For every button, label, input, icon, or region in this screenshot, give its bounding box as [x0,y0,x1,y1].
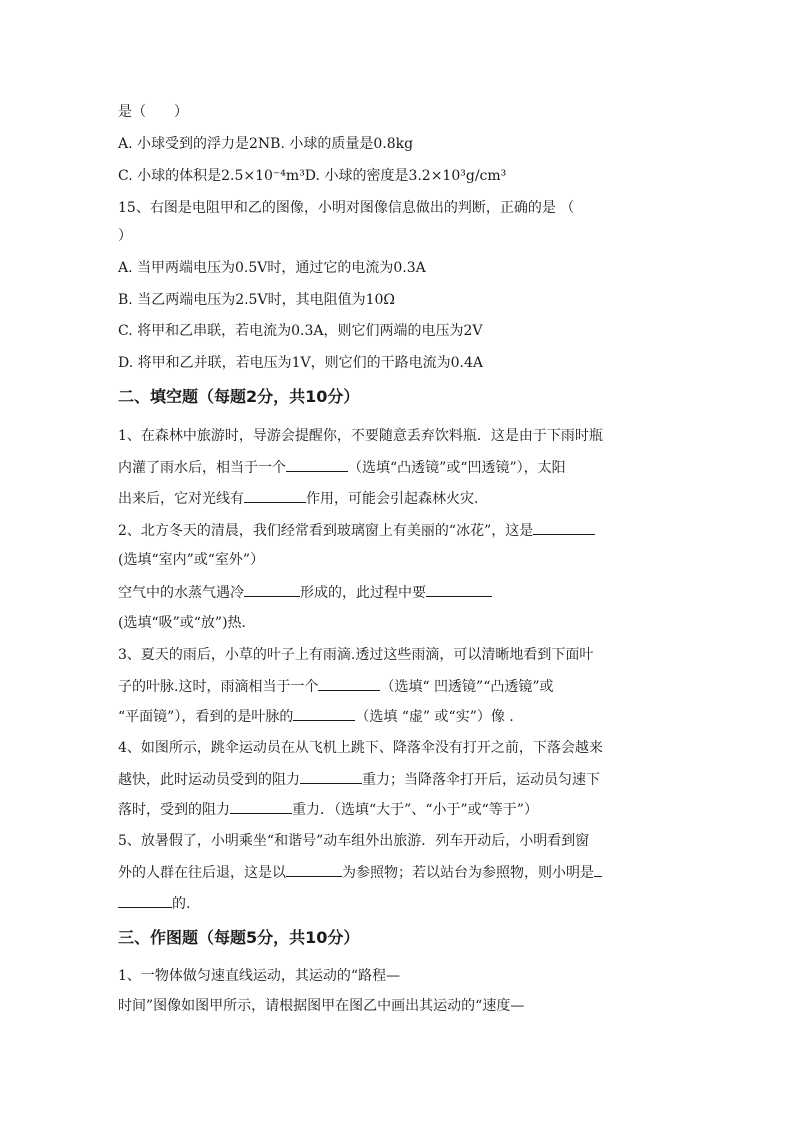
fill-5-line-3: 的. [118,893,190,914]
fill-2-line-3: 空气中的水蒸气遇冷 形成的，此过程中要 [118,582,492,603]
section-2-title: 二、填空题（每题2分，共10分） [118,387,360,406]
q14-options-cd: C. 小球的体积是2.5×10⁻⁴m³D. 小球的密度是3.2×10³g/cm³ [118,168,507,184]
answer-blank[interactable] [318,676,380,691]
q15-stem: 15、右图是电阻甲和乙的图像，小明对图像信息做出的判断，正确的是 （ [118,200,575,216]
fill-1-line-1: 1、在森林中旅游时，导游会提醒你，不要随意丢弃饮料瓶．这是由于下雨时瓶 [118,428,603,444]
answer-blank[interactable] [244,488,306,503]
q15-stem-cont: ） [118,228,132,244]
q14-options-ab: A. 小球受到的浮力是2NB. 小球的质量是0.8kg [118,136,414,152]
fill-2-line-2: (选填“室内”或“室外”） [118,552,265,568]
q15-option-b: B. 当乙两端电压为2.5V时，其电阻值为10Ω [118,292,395,308]
answer-blank[interactable] [230,799,292,814]
q15-option-d: D. 将甲和乙并联，若电压为1V，则它们的干路电流为0.4A [118,355,484,371]
answer-blank[interactable] [594,862,602,877]
fill-4-line-1: 4、如图所示，跳伞运动员在从飞机上跳下、降落伞没有打开之前，下落会越来 [118,740,603,756]
fill-4-line-2: 越快，此时运动员受到的阻力 重力；当降落伞打开后，运动员匀速下 [118,769,600,790]
answer-blank[interactable] [533,520,595,535]
answer-blank[interactable] [118,893,172,908]
answer-blank[interactable] [286,457,348,472]
fill-5-line-2: 外的人群在往后退，这是以 为参照物；若以站台为参照物，则小明是 [118,862,602,883]
fill-1-line-2: 内灌了雨水后，相当于一个 （选填“凸透镜”或“凹透镜”），太阳 [118,457,566,478]
q15-option-c: C. 将甲和乙串联，若电流为0.3A，则它们两端的电压为2V [118,323,483,339]
section-3-title: 三、作图题（每题5分，共10分） [118,928,360,947]
draw-1-line-1: 1、一物体做匀速直线运动，其运动的“路程— [118,968,401,984]
answer-blank[interactable] [426,582,492,597]
fill-3-line-3: “平面镜”），看到的是叶脉的 （选填 “虚” 或“实”）像 . [118,706,514,727]
answer-blank[interactable] [300,769,362,784]
q14-stem-tail: 是（ ） [118,104,188,120]
fill-2-line-4: (选填“吸”或“放”)热. [118,615,247,631]
answer-blank[interactable] [286,862,342,877]
fill-4-line-3: 落时，受到的阻力 重力．（选填“大于”、“小于”或“等于”） [118,799,538,820]
q15-option-a: A. 当甲两端电压为0.5V时，通过它的电流为0.3A [118,260,426,276]
answer-blank[interactable] [293,706,355,721]
fill-2-line-1: 2、北方冬天的清晨，我们经常看到玻璃窗上有美丽的“冰花”，这是 [118,520,595,541]
fill-3-line-2: 子的叶脉.这时，雨滴相当于一个 （选填“ 凹透镜”“凸透镜”或 [118,676,554,697]
fill-3-line-1: 3、夏天的雨后，小草的叶子上有雨滴.透过这些雨滴，可以清晰地看到下面叶 [118,647,594,663]
answer-blank[interactable] [244,582,300,597]
draw-1-line-2: 时间”图像如图甲所示，请根据图甲在图乙中画出其运动的“速度— [118,998,525,1014]
fill-5-line-1: 5、放暑假了，小明乘坐“和谐号”动车组外出旅游．列车开动后，小明看到窗 [118,833,590,849]
fill-1-line-3: 出来后，它对光线有 作用，可能会引起森林火灾. [118,488,478,509]
